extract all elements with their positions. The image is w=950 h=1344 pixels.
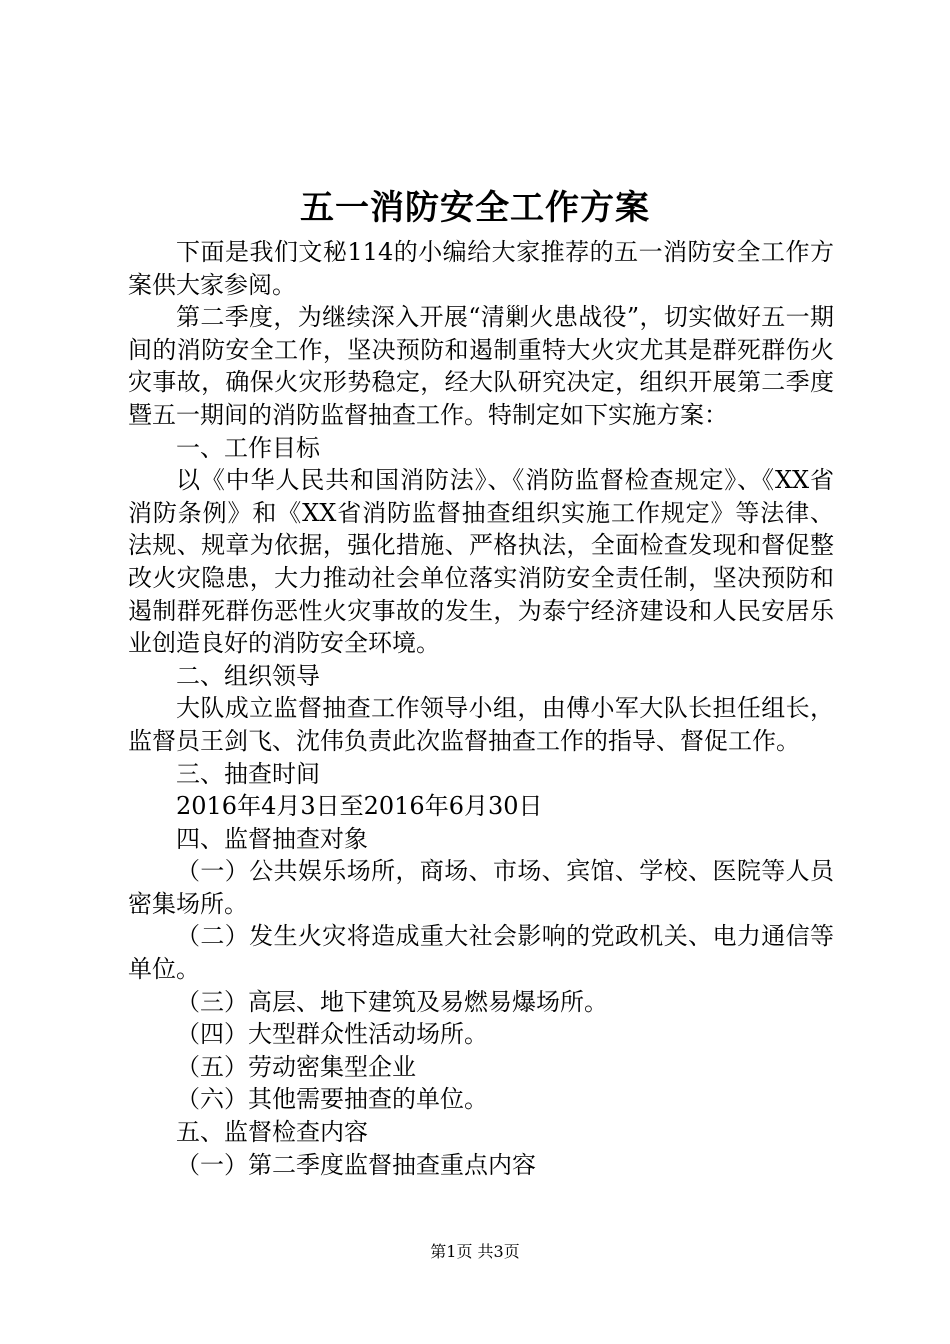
- paragraph-inspection-time: 2016年4月3日至2016年6月30日: [176, 792, 543, 821]
- paragraph-organization: 大队成立监督抽查工作领导小组，由傅小军大队长担任组长，监督员王剑飞、沈伟负责此次监督抽查工作的指导、督促工作。: [128, 694, 834, 755]
- list-item-target-4: （四）大型群众性活动场所。: [176, 1020, 488, 1049]
- list-item-target-5: （五）劳动密集型企业: [176, 1052, 416, 1081]
- document-body: [128, 236, 834, 1181]
- paragraph-work-goal: 以《中华人民共和国消防法》、《消防监督检查规定》、《XX省消防条例》和《XX省消防监督抽查组织实施工作规定》等法律、法规、规章为依据，强化措施、严格执法，全面检查发现和督促整改火灾隐患，大力推动社会单位落实消防安全责任制，坚决预防和遏制群死群伤恶性火灾事故的发生，为泰宁经济建设和人民安居乐业创造良好的消防安全环境。: [128, 466, 834, 658]
- list-item-target-6: （六）其他需要抽查的单位。: [176, 1085, 488, 1114]
- list-item-target-1: （一）公共娱乐场所，商场、市场、宾馆、学校、医院等人员密集场所。: [128, 857, 834, 918]
- heading-work-goal: 一、工作目标: [176, 433, 320, 462]
- paragraph-background: 第二季度，为继续深入开展“清剿火患战役”，切实做好五一期间的消防安全工作，坚决预防和遏制重特大火灾尤其是群死群伤火灾事故，确保火灾形势稳定，经大队研究决定，组织开展第二季度暨五一期间的消防监督抽查工作。特制定如下实施方案：: [128, 303, 834, 429]
- paragraph-intro: 下面是我们文秘114的小编给大家推荐的五一消防安全工作方案供大家参阅。: [128, 238, 834, 299]
- document-title: 五一消防安全工作方案: [300, 188, 650, 228]
- page-number-footer: 第1页 共3页: [430, 1242, 520, 1261]
- heading-inspection-time: 三、抽查时间: [176, 759, 320, 788]
- heading-inspection-targets: 四、监督抽查对象: [176, 824, 368, 853]
- list-item-target-3: （三）高层、地下建筑及易燃易爆场所。: [176, 987, 608, 1016]
- subheading-key-content: （一）第二季度监督抽查重点内容: [176, 1150, 536, 1179]
- heading-inspection-content: 五、监督检查内容: [176, 1118, 368, 1147]
- heading-organization: 二、组织领导: [176, 661, 320, 690]
- list-item-target-2: （二）发生火灾将造成重大社会影响的党政机关、电力通信等单位。: [128, 922, 834, 984]
